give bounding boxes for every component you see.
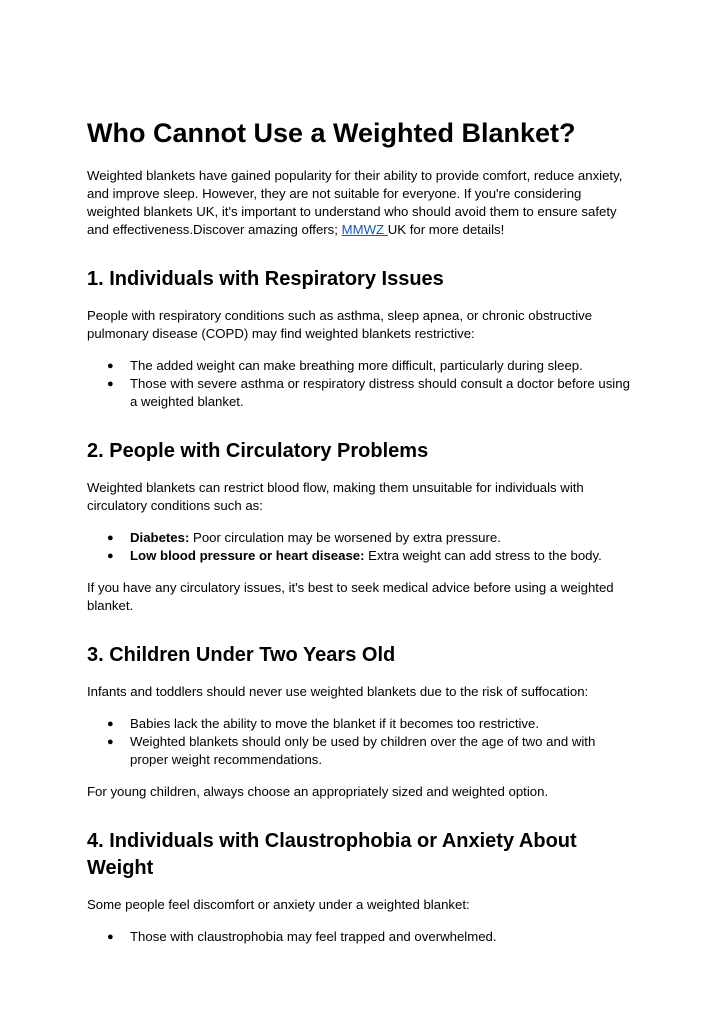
section-paragraph: People with respiratory conditions such as asthma, sleep apnea, or chronic obstructive pulmonary disease (COPD) may find weighted blankets restrictive: xyxy=(87,308,593,341)
section-heading: 1. Individuals with Respiratory Issues xyxy=(87,268,444,290)
mmwz-link[interactable]: MMWZ xyxy=(341,222,388,237)
bullet-icon: ● xyxy=(107,931,114,943)
section-respiratory xyxy=(87,266,635,411)
list-item-text: Extra weight can add stress to the body. xyxy=(364,548,602,563)
section-heading: 2. People with Circulatory Problems xyxy=(87,440,429,462)
list-item-bold: Low blood pressure or heart disease: xyxy=(130,548,365,563)
list-item xyxy=(107,547,635,565)
section-paragraph: Infants and toddlers should never use weighted blankets due to the risk of suffocation: xyxy=(87,684,589,699)
bullet-list xyxy=(87,928,635,946)
bullet-icon: ● xyxy=(107,718,114,730)
list-item xyxy=(107,357,635,375)
bullet-icon: ● xyxy=(107,378,114,390)
bullet-icon: ● xyxy=(107,360,114,372)
list-item xyxy=(107,529,635,547)
intro-text: Weighted blankets have gained popularity for their ability to provide comfort, reduce anxiety, and improve sleep. However, they are not suitable for everyone. If you're considering weighted blankets UK, it's important to understand who should avoid them to ensure safety and effectiveness.Discover amazing offers; xyxy=(87,168,623,237)
bullet-list xyxy=(87,529,635,565)
bullet-icon: ● xyxy=(107,532,114,544)
page-title: Who Cannot Use a Weighted Blanket? xyxy=(87,118,576,148)
section-paragraph: Weighted blankets can restrict blood flow, making them unsuitable for individuals with circulatory conditions such as: xyxy=(87,480,584,513)
bullet-icon: ● xyxy=(107,550,114,562)
section-children xyxy=(87,642,635,801)
bullet-list xyxy=(87,715,635,769)
bullet-list xyxy=(87,357,635,411)
list-item-text: Poor circulation may be worsened by extra pressure. xyxy=(189,530,501,545)
document-page xyxy=(87,114,635,960)
section-after-paragraph: If you have any circulatory issues, it's best to seek medical advice before using a weighted blanket. xyxy=(87,580,614,613)
intro-after-text: UK for more details! xyxy=(387,222,505,237)
list-item xyxy=(107,375,635,411)
list-item xyxy=(107,715,635,733)
list-item-text: Those with severe asthma or respiratory distress should consult a doctor before using a weighted blanket. xyxy=(130,376,630,409)
list-item xyxy=(107,928,635,946)
section-heading: 3. Children Under Two Years Old xyxy=(87,644,396,666)
intro-paragraph xyxy=(87,167,635,239)
section-claustrophobia xyxy=(87,828,635,946)
section-heading: 4. Individuals with Claustrophobia or Anxiety About Weight xyxy=(87,830,577,879)
list-item-bold: Diabetes: xyxy=(130,530,190,545)
section-paragraph: Some people feel discomfort or anxiety under a weighted blanket: xyxy=(87,897,470,912)
bullet-icon: ● xyxy=(107,736,114,748)
list-item-text: Those with claustrophobia may feel trapped and overwhelmed. xyxy=(130,929,497,944)
list-item-text: Weighted blankets should only be used by children over the age of two and with proper weight recommendations. xyxy=(130,734,596,767)
list-item-text: Babies lack the ability to move the blanket if it becomes too restrictive. xyxy=(130,716,540,731)
section-after-paragraph: For young children, always choose an appropriately sized and weighted option. xyxy=(87,784,549,799)
section-circulatory xyxy=(87,438,635,615)
list-item xyxy=(107,733,635,769)
list-item-text: The added weight can make breathing more difficult, particularly during sleep. xyxy=(130,358,583,373)
